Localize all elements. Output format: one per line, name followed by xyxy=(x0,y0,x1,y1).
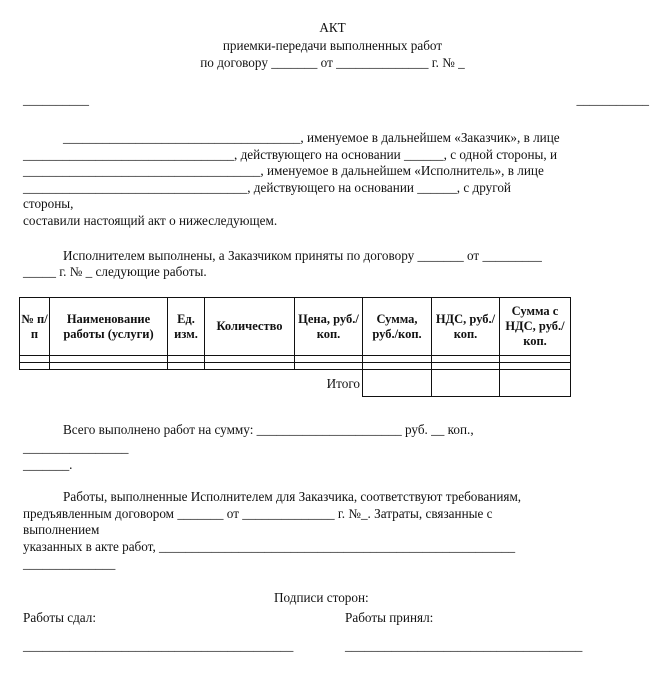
total-with-vat-cell[interactable] xyxy=(500,370,571,397)
date-field[interactable]: ___________ xyxy=(576,92,649,107)
total-amount-cell[interactable] xyxy=(363,370,432,397)
col-header-work-name: Наименование работы (услуги) xyxy=(50,298,168,356)
compliance-line-4: указанных в акте работ, ______________________________________________________ xyxy=(23,539,516,554)
act-subtitle: приемки-передачи выполненных работ xyxy=(222,38,443,53)
handed-over-label: Работы сдал: xyxy=(23,610,97,625)
total-sum-line-3: _______. xyxy=(23,457,73,472)
performed-line-2: _____ г. № _ следующие работы. xyxy=(23,264,207,279)
act-title: АКТ xyxy=(319,20,346,35)
col-header-quantity: Количество xyxy=(205,298,295,356)
works-table xyxy=(19,297,571,397)
compliance-line-1: Работы, выполненные Исполнителем для Заказчика, соответствуют требованиям, xyxy=(63,489,522,504)
compliance-line-5: ______________ xyxy=(23,556,116,571)
place-field[interactable]: __________ xyxy=(23,92,89,107)
accepted-signature-line[interactable]: ____________________________________ xyxy=(345,638,583,653)
total-sum-line-2: ________________ xyxy=(23,440,129,455)
parties-line-2: ________________________________, действующего на основании ______, с одной стороны, и xyxy=(23,147,558,162)
parties-line-5: стороны, xyxy=(23,196,74,211)
col-header-amount: Сумма, руб./коп. xyxy=(363,298,432,356)
total-row xyxy=(20,370,571,397)
total-vat-cell[interactable] xyxy=(432,370,500,397)
accepted-label: Работы принял: xyxy=(345,610,434,625)
table-row xyxy=(20,363,571,370)
total-label: Итого xyxy=(20,370,363,397)
signatures-title: Подписи сторон: xyxy=(274,590,369,605)
col-header-amount-with-vat: Сумма с НДС, руб./коп. xyxy=(500,298,571,356)
table-header-row xyxy=(20,298,571,356)
handed-over-signature-line[interactable]: _________________________________________ xyxy=(23,638,294,653)
col-header-vat: НДС, руб./коп. xyxy=(432,298,500,356)
contract-line: по договору _______ от ______________ г. № _ xyxy=(200,55,465,70)
total-sum-line-1: Всего выполнено работ на сумму: ______________________ руб. __ коп., xyxy=(63,422,474,437)
compliance-line-2: предъявленным договором _______ от ______________ г. №_. Затраты, связанные с xyxy=(23,506,493,521)
table-row xyxy=(20,356,571,363)
parties-line-3: ____________________________________, именуемое в дальнейшем «Исполнитель», в лице xyxy=(23,163,544,178)
compliance-line-3: выполнением xyxy=(23,522,100,537)
col-header-unit: Ед. изм. xyxy=(168,298,205,356)
col-header-number: № п/п xyxy=(20,298,50,356)
col-header-price: Цена, руб./коп. xyxy=(295,298,363,356)
parties-line-1: ____________________________________, именуемое в дальнейшем «Заказчик», в лице xyxy=(63,130,560,145)
parties-line-6: составили настоящий акт о нижеследующем. xyxy=(23,213,278,228)
performed-line-1: Исполнителем выполнены, а Заказчиком приняты по договору _______ от _________ xyxy=(63,248,542,263)
parties-line-4: __________________________________, действующего на основании ______, с другой xyxy=(23,180,511,195)
